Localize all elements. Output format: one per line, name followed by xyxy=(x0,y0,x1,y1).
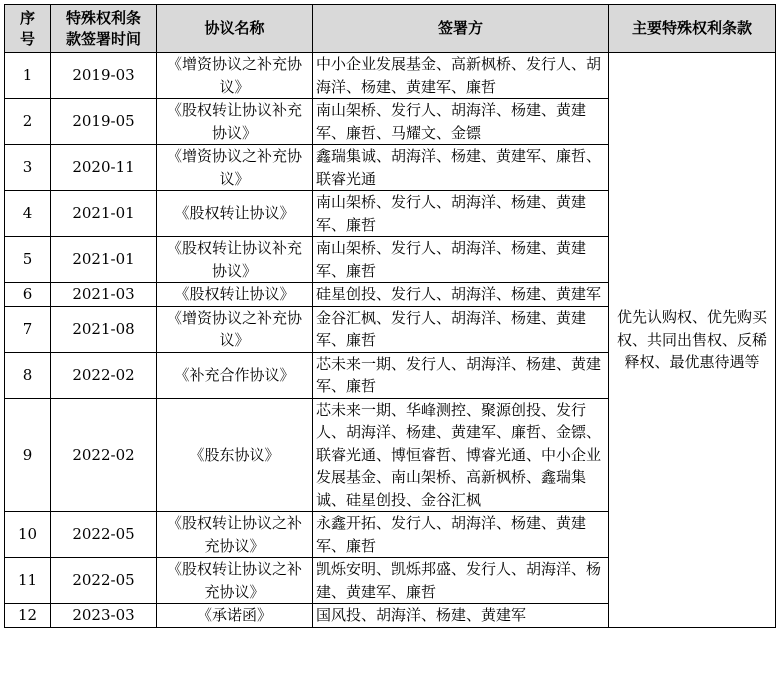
row-no: 9 xyxy=(5,398,51,512)
row-agreement: 《增资协议之补充协议》 xyxy=(157,145,313,191)
row-parties: 南山架桥、发行人、胡海洋、杨建、黄建军、廉哲 xyxy=(313,191,609,237)
row-agreement: 《股东协议》 xyxy=(157,398,313,512)
row-agreement: 《补充合作协议》 xyxy=(157,352,313,398)
row-date: 2022-02 xyxy=(51,352,157,398)
row-date: 2021-01 xyxy=(51,237,157,283)
row-agreement: 《股权转让协议》 xyxy=(157,191,313,237)
row-date: 2019-03 xyxy=(51,53,157,99)
row-parties: 芯未来一期、华峰测控、聚源创投、发行人、胡海洋、杨建、黄建军、廉哲、金镖、联睿光通、博恒睿哲、博睿光通、中小企业发展基金、南山架桥、高新枫桥、鑫瑞集诚、硅星创投、金谷汇枫 xyxy=(313,398,609,512)
header-rights: 主要特殊权利条款 xyxy=(609,5,776,53)
header-signatories: 签署方 xyxy=(313,5,609,53)
row-agreement: 《增资协议之补充协议》 xyxy=(157,306,313,352)
row-agreement: 《股权转让协议》 xyxy=(157,283,313,307)
row-no: 10 xyxy=(5,512,51,558)
row-agreement: 《承诺函》 xyxy=(157,604,313,628)
row-date: 2022-05 xyxy=(51,512,157,558)
row-parties: 国风投、胡海洋、杨建、黄建军 xyxy=(313,604,609,628)
row-parties: 中小企业发展基金、高新枫桥、发行人、胡海洋、杨建、黄建军、廉哲 xyxy=(313,53,609,99)
row-agreement: 《股权转让协议补充协议》 xyxy=(157,99,313,145)
row-date: 2021-03 xyxy=(51,283,157,307)
row-date: 2022-02 xyxy=(51,398,157,512)
row-agreement: 《股权转让协议补充协议》 xyxy=(157,237,313,283)
row-parties: 硅星创投、发行人、胡海洋、杨建、黄建军 xyxy=(313,283,609,307)
row-no: 5 xyxy=(5,237,51,283)
row-no: 3 xyxy=(5,145,51,191)
row-no: 7 xyxy=(5,306,51,352)
special-rights-table xyxy=(4,4,776,628)
table-row xyxy=(5,53,776,99)
row-parties: 鑫瑞集诚、胡海洋、杨建、黄建军、廉哲、联睿光通 xyxy=(313,145,609,191)
row-date: 2020-11 xyxy=(51,145,157,191)
row-agreement: 《股权转让协议之补充协议》 xyxy=(157,558,313,604)
header-row xyxy=(5,5,776,53)
row-date: 2023-03 xyxy=(51,604,157,628)
row-date: 2021-01 xyxy=(51,191,157,237)
row-parties: 南山架桥、发行人、胡海洋、杨建、黄建军、廉哲、马耀文、金镖 xyxy=(313,99,609,145)
header-agreement: 协议名称 xyxy=(157,5,313,53)
row-parties: 南山架桥、发行人、胡海洋、杨建、黄建军、廉哲 xyxy=(313,237,609,283)
row-no: 12 xyxy=(5,604,51,628)
row-no: 11 xyxy=(5,558,51,604)
row-date: 2021-08 xyxy=(51,306,157,352)
row-no: 6 xyxy=(5,283,51,307)
row-no: 2 xyxy=(5,99,51,145)
row-parties: 凯烁安明、凯烁邦盛、发行人、胡海洋、杨建、黄建军、廉哲 xyxy=(313,558,609,604)
row-parties: 金谷汇枫、发行人、胡海洋、杨建、黄建军、廉哲 xyxy=(313,306,609,352)
row-parties: 永鑫开拓、发行人、胡海洋、杨建、黄建军、廉哲 xyxy=(313,512,609,558)
row-agreement: 《增资协议之补充协议》 xyxy=(157,53,313,99)
row-date: 2019-05 xyxy=(51,99,157,145)
rights-cell: 优先认购权、优先购买权、共同出售权、反稀释权、最优惠待遇等 xyxy=(609,53,776,628)
row-no: 4 xyxy=(5,191,51,237)
row-date: 2022-05 xyxy=(51,558,157,604)
row-no: 1 xyxy=(5,53,51,99)
row-no: 8 xyxy=(5,352,51,398)
row-agreement: 《股权转让协议之补充协议》 xyxy=(157,512,313,558)
header-date: 特殊权利条 款签署时间 xyxy=(51,5,157,53)
row-parties: 芯未来一期、发行人、胡海洋、杨建、黄建军、廉哲 xyxy=(313,352,609,398)
header-no: 序 号 xyxy=(5,5,51,53)
